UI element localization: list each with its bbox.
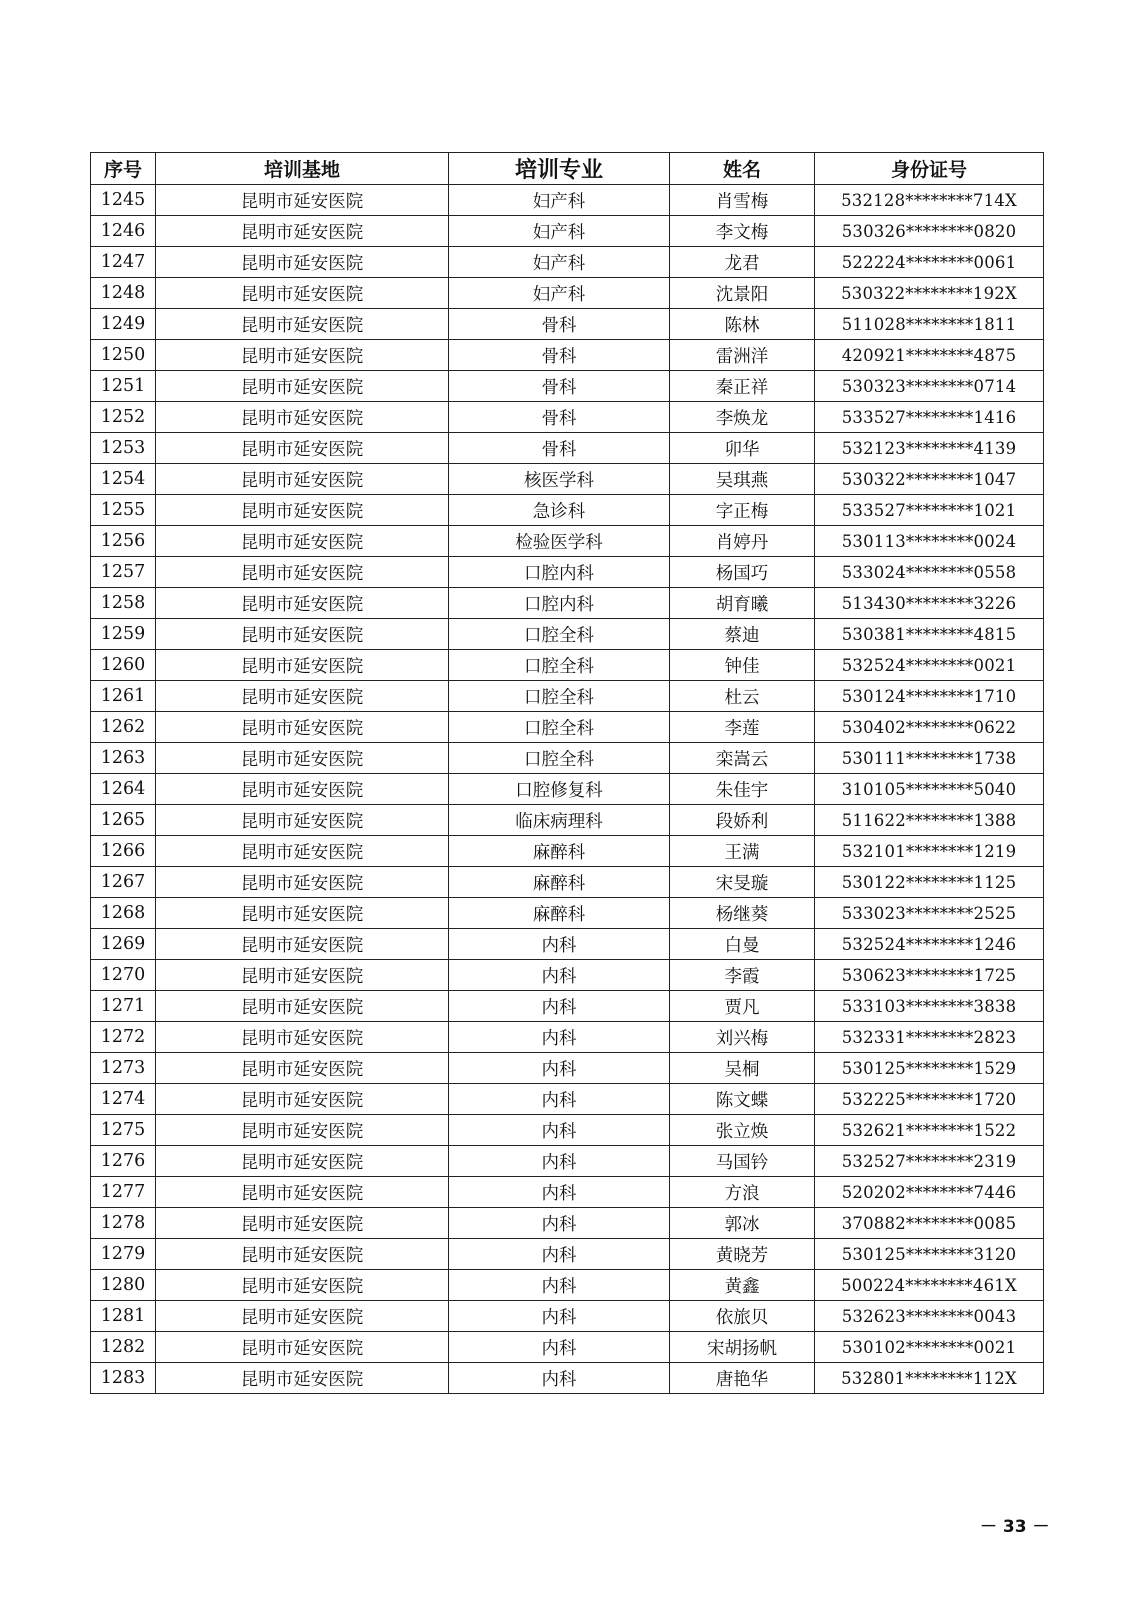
cell-id: 500224********461X (815, 1270, 1044, 1301)
cell-base: 昆明市延安医院 (156, 960, 449, 991)
cell-major: 口腔内科 (449, 557, 670, 588)
cell-seq: 1260 (91, 650, 156, 681)
table-row (91, 588, 1044, 619)
cell-name: 吴琪燕 (670, 464, 815, 495)
cell-base: 昆明市延安医院 (156, 1115, 449, 1146)
cell-seq: 1251 (91, 371, 156, 402)
cell-base: 昆明市延安医院 (156, 1239, 449, 1270)
cell-seq: 1270 (91, 960, 156, 991)
cell-major: 内科 (449, 1208, 670, 1239)
cell-major: 内科 (449, 929, 670, 960)
cell-id: 532524********0021 (815, 650, 1044, 681)
cell-major: 口腔内科 (449, 588, 670, 619)
table-row (91, 464, 1044, 495)
cell-major: 检验医学科 (449, 526, 670, 557)
cell-base: 昆明市延安医院 (156, 1270, 449, 1301)
cell-base: 昆明市延安医院 (156, 619, 449, 650)
cell-base: 昆明市延安医院 (156, 371, 449, 402)
cell-major: 麻醉科 (449, 867, 670, 898)
cell-seq: 1247 (91, 247, 156, 278)
cell-major: 内科 (449, 1146, 670, 1177)
cell-name: 李文梅 (670, 216, 815, 247)
roster-sheet (90, 152, 1043, 1394)
page-number: － 33 － (980, 1517, 1050, 1537)
cell-major: 内科 (449, 991, 670, 1022)
cell-base: 昆明市延安医院 (156, 526, 449, 557)
cell-major: 口腔全科 (449, 650, 670, 681)
cell-name: 吴桐 (670, 1053, 815, 1084)
cell-id: 310105********5040 (815, 774, 1044, 805)
cell-base: 昆明市延安医院 (156, 588, 449, 619)
cell-major: 口腔全科 (449, 712, 670, 743)
table-row (91, 433, 1044, 464)
cell-name: 黄晓芳 (670, 1239, 815, 1270)
cell-seq: 1263 (91, 743, 156, 774)
cell-id: 532623********0043 (815, 1301, 1044, 1332)
cell-base: 昆明市延安医院 (156, 836, 449, 867)
cell-major: 核医学科 (449, 464, 670, 495)
cell-seq: 1279 (91, 1239, 156, 1270)
cell-major: 内科 (449, 960, 670, 991)
cell-seq: 1274 (91, 1084, 156, 1115)
cell-id: 530402********0622 (815, 712, 1044, 743)
table-row (91, 805, 1044, 836)
cell-id: 513430********3226 (815, 588, 1044, 619)
cell-base: 昆明市延安医院 (156, 1332, 449, 1363)
cell-seq: 1282 (91, 1332, 156, 1363)
cell-base: 昆明市延安医院 (156, 743, 449, 774)
cell-major: 骨科 (449, 371, 670, 402)
cell-base: 昆明市延安医院 (156, 867, 449, 898)
cell-seq: 1267 (91, 867, 156, 898)
cell-id: 511622********1388 (815, 805, 1044, 836)
cell-name: 杨继葵 (670, 898, 815, 929)
cell-base: 昆明市延安医院 (156, 309, 449, 340)
table-row (91, 929, 1044, 960)
cell-base: 昆明市延安医院 (156, 1053, 449, 1084)
cell-seq: 1268 (91, 898, 156, 929)
cell-name: 宋旻璇 (670, 867, 815, 898)
cell-seq: 1258 (91, 588, 156, 619)
cell-base: 昆明市延安医院 (156, 898, 449, 929)
table-row (91, 1084, 1044, 1115)
cell-base: 昆明市延安医院 (156, 712, 449, 743)
cell-name: 陈文蝶 (670, 1084, 815, 1115)
cell-major: 口腔修复科 (449, 774, 670, 805)
cell-seq: 1259 (91, 619, 156, 650)
cell-name: 王满 (670, 836, 815, 867)
cell-base: 昆明市延安医院 (156, 1177, 449, 1208)
cell-major: 内科 (449, 1332, 670, 1363)
cell-base: 昆明市延安医院 (156, 433, 449, 464)
cell-id: 530124********1710 (815, 681, 1044, 712)
cell-name: 李莲 (670, 712, 815, 743)
table-row (91, 1363, 1044, 1394)
cell-seq: 1250 (91, 340, 156, 371)
table-row (91, 743, 1044, 774)
cell-seq: 1277 (91, 1177, 156, 1208)
cell-base: 昆明市延安医院 (156, 402, 449, 433)
table-row (91, 774, 1044, 805)
cell-seq: 1266 (91, 836, 156, 867)
cell-id: 530323********0714 (815, 371, 1044, 402)
cell-id: 530125********3120 (815, 1239, 1044, 1270)
cell-major: 骨科 (449, 340, 670, 371)
cell-name: 雷洲洋 (670, 340, 815, 371)
cell-major: 内科 (449, 1239, 670, 1270)
table-row (91, 991, 1044, 1022)
cell-name: 朱佳宇 (670, 774, 815, 805)
cell-seq: 1252 (91, 402, 156, 433)
cell-major: 急诊科 (449, 495, 670, 526)
cell-name: 唐艳华 (670, 1363, 815, 1394)
cell-seq: 1269 (91, 929, 156, 960)
cell-seq: 1281 (91, 1301, 156, 1332)
cell-base: 昆明市延安医院 (156, 681, 449, 712)
cell-seq: 1265 (91, 805, 156, 836)
cell-seq: 1276 (91, 1146, 156, 1177)
cell-major: 内科 (449, 1053, 670, 1084)
cell-major: 口腔全科 (449, 619, 670, 650)
cell-id: 530326********0820 (815, 216, 1044, 247)
cell-name: 宋胡扬帆 (670, 1332, 815, 1363)
cell-name: 马国钤 (670, 1146, 815, 1177)
cell-name: 李焕龙 (670, 402, 815, 433)
table-row (91, 650, 1044, 681)
cell-major: 内科 (449, 1115, 670, 1146)
cell-id: 533024********0558 (815, 557, 1044, 588)
cell-seq: 1283 (91, 1363, 156, 1394)
cell-base: 昆明市延安医院 (156, 216, 449, 247)
cell-major: 骨科 (449, 402, 670, 433)
table-row (91, 216, 1044, 247)
cell-id: 530381********4815 (815, 619, 1044, 650)
table-row (91, 1053, 1044, 1084)
header-id: 身份证号 (815, 153, 1044, 185)
cell-base: 昆明市延安医院 (156, 1146, 449, 1177)
cell-base: 昆明市延安医院 (156, 495, 449, 526)
cell-id: 530125********1529 (815, 1053, 1044, 1084)
cell-name: 卯华 (670, 433, 815, 464)
cell-seq: 1254 (91, 464, 156, 495)
cell-base: 昆明市延安医院 (156, 340, 449, 371)
table-row (91, 836, 1044, 867)
cell-name: 杜云 (670, 681, 815, 712)
cell-major: 口腔全科 (449, 743, 670, 774)
cell-base: 昆明市延安医院 (156, 1363, 449, 1394)
cell-base: 昆明市延安医院 (156, 650, 449, 681)
header-major: 培训专业 (449, 153, 670, 185)
cell-id: 530623********1725 (815, 960, 1044, 991)
cell-base: 昆明市延安医院 (156, 247, 449, 278)
cell-base: 昆明市延安医院 (156, 464, 449, 495)
cell-major: 内科 (449, 1084, 670, 1115)
cell-name: 白曼 (670, 929, 815, 960)
cell-major: 妇产科 (449, 278, 670, 309)
cell-major: 骨科 (449, 309, 670, 340)
table-row (91, 1115, 1044, 1146)
cell-base: 昆明市延安医院 (156, 1301, 449, 1332)
cell-base: 昆明市延安医院 (156, 1084, 449, 1115)
cell-id: 532225********1720 (815, 1084, 1044, 1115)
cell-major: 内科 (449, 1301, 670, 1332)
cell-name: 方浪 (670, 1177, 815, 1208)
cell-name: 杨国巧 (670, 557, 815, 588)
cell-major: 麻醉科 (449, 836, 670, 867)
table-row (91, 309, 1044, 340)
cell-name: 钟佳 (670, 650, 815, 681)
table-row (91, 1146, 1044, 1177)
cell-name: 李霞 (670, 960, 815, 991)
cell-id: 530111********1738 (815, 743, 1044, 774)
cell-base: 昆明市延安医院 (156, 929, 449, 960)
table-row (91, 185, 1044, 216)
table-body (91, 185, 1044, 1394)
cell-base: 昆明市延安医院 (156, 185, 449, 216)
cell-major: 妇产科 (449, 185, 670, 216)
table-row (91, 960, 1044, 991)
cell-id: 530113********0024 (815, 526, 1044, 557)
cell-base: 昆明市延安医院 (156, 805, 449, 836)
cell-id: 533023********2525 (815, 898, 1044, 929)
cell-name: 肖婷丹 (670, 526, 815, 557)
cell-seq: 1262 (91, 712, 156, 743)
cell-major: 内科 (449, 1270, 670, 1301)
cell-id: 532331********2823 (815, 1022, 1044, 1053)
cell-seq: 1272 (91, 1022, 156, 1053)
header-seq: 序号 (91, 153, 156, 185)
table-row (91, 1301, 1044, 1332)
table-row (91, 712, 1044, 743)
table-row (91, 557, 1044, 588)
table-row (91, 898, 1044, 929)
cell-major: 内科 (449, 1363, 670, 1394)
table-row (91, 526, 1044, 557)
cell-major: 妇产科 (449, 216, 670, 247)
cell-id: 530322********1047 (815, 464, 1044, 495)
cell-name: 贾凡 (670, 991, 815, 1022)
table-row (91, 278, 1044, 309)
cell-seq: 1253 (91, 433, 156, 464)
cell-id: 533103********3838 (815, 991, 1044, 1022)
cell-name: 蔡迪 (670, 619, 815, 650)
cell-seq: 1280 (91, 1270, 156, 1301)
cell-id: 533527********1416 (815, 402, 1044, 433)
cell-base: 昆明市延安医院 (156, 1208, 449, 1239)
cell-name: 沈景阳 (670, 278, 815, 309)
cell-id: 522224********0061 (815, 247, 1044, 278)
cell-id: 530122********1125 (815, 867, 1044, 898)
cell-id: 520202********7446 (815, 1177, 1044, 1208)
cell-id: 532123********4139 (815, 433, 1044, 464)
cell-id: 420921********4875 (815, 340, 1044, 371)
cell-name: 陈林 (670, 309, 815, 340)
cell-name: 黄鑫 (670, 1270, 815, 1301)
cell-seq: 1264 (91, 774, 156, 805)
cell-base: 昆明市延安医院 (156, 991, 449, 1022)
cell-name: 肖雪梅 (670, 185, 815, 216)
table-row (91, 1332, 1044, 1363)
cell-seq: 1255 (91, 495, 156, 526)
cell-id: 532527********2319 (815, 1146, 1044, 1177)
cell-base: 昆明市延安医院 (156, 1022, 449, 1053)
table-header-row (91, 153, 1044, 185)
table-row (91, 495, 1044, 526)
header-name: 姓名 (670, 153, 815, 185)
cell-id: 370882********0085 (815, 1208, 1044, 1239)
cell-seq: 1246 (91, 216, 156, 247)
cell-base: 昆明市延安医院 (156, 278, 449, 309)
cell-name: 龙君 (670, 247, 815, 278)
table-row (91, 867, 1044, 898)
cell-seq: 1257 (91, 557, 156, 588)
cell-seq: 1261 (91, 681, 156, 712)
cell-major: 口腔全科 (449, 681, 670, 712)
cell-name: 段娇利 (670, 805, 815, 836)
table-row (91, 371, 1044, 402)
cell-seq: 1248 (91, 278, 156, 309)
table-row (91, 619, 1044, 650)
cell-seq: 1275 (91, 1115, 156, 1146)
cell-major: 临床病理科 (449, 805, 670, 836)
table-row (91, 1208, 1044, 1239)
cell-id: 532128********714X (815, 185, 1044, 216)
table-row (91, 1270, 1044, 1301)
cell-seq: 1256 (91, 526, 156, 557)
cell-id: 533527********1021 (815, 495, 1044, 526)
cell-seq: 1249 (91, 309, 156, 340)
header-base: 培训基地 (156, 153, 449, 185)
cell-major: 麻醉科 (449, 898, 670, 929)
cell-seq: 1273 (91, 1053, 156, 1084)
cell-id: 511028********1811 (815, 309, 1044, 340)
cell-major: 内科 (449, 1177, 670, 1208)
cell-major: 骨科 (449, 433, 670, 464)
cell-name: 栾嵩云 (670, 743, 815, 774)
cell-seq: 1271 (91, 991, 156, 1022)
table-row (91, 1177, 1044, 1208)
cell-id: 530102********0021 (815, 1332, 1044, 1363)
cell-id: 530322********192X (815, 278, 1044, 309)
cell-id: 532801********112X (815, 1363, 1044, 1394)
cell-name: 刘兴梅 (670, 1022, 815, 1053)
cell-id: 532524********1246 (815, 929, 1044, 960)
cell-name: 张立焕 (670, 1115, 815, 1146)
cell-base: 昆明市延安医院 (156, 557, 449, 588)
table-row (91, 1239, 1044, 1270)
table-row (91, 402, 1044, 433)
cell-id: 532101********1219 (815, 836, 1044, 867)
table-row (91, 681, 1044, 712)
cell-name: 依旅贝 (670, 1301, 815, 1332)
cell-name: 郭冰 (670, 1208, 815, 1239)
cell-seq: 1278 (91, 1208, 156, 1239)
trainee-table (90, 152, 1044, 1394)
cell-major: 妇产科 (449, 247, 670, 278)
table-row (91, 247, 1044, 278)
cell-name: 秦正祥 (670, 371, 815, 402)
cell-name: 字正梅 (670, 495, 815, 526)
cell-name: 胡育曦 (670, 588, 815, 619)
cell-major: 内科 (449, 1022, 670, 1053)
cell-base: 昆明市延安医院 (156, 774, 449, 805)
cell-seq: 1245 (91, 185, 156, 216)
table-row (91, 340, 1044, 371)
table-row (91, 1022, 1044, 1053)
cell-id: 532621********1522 (815, 1115, 1044, 1146)
